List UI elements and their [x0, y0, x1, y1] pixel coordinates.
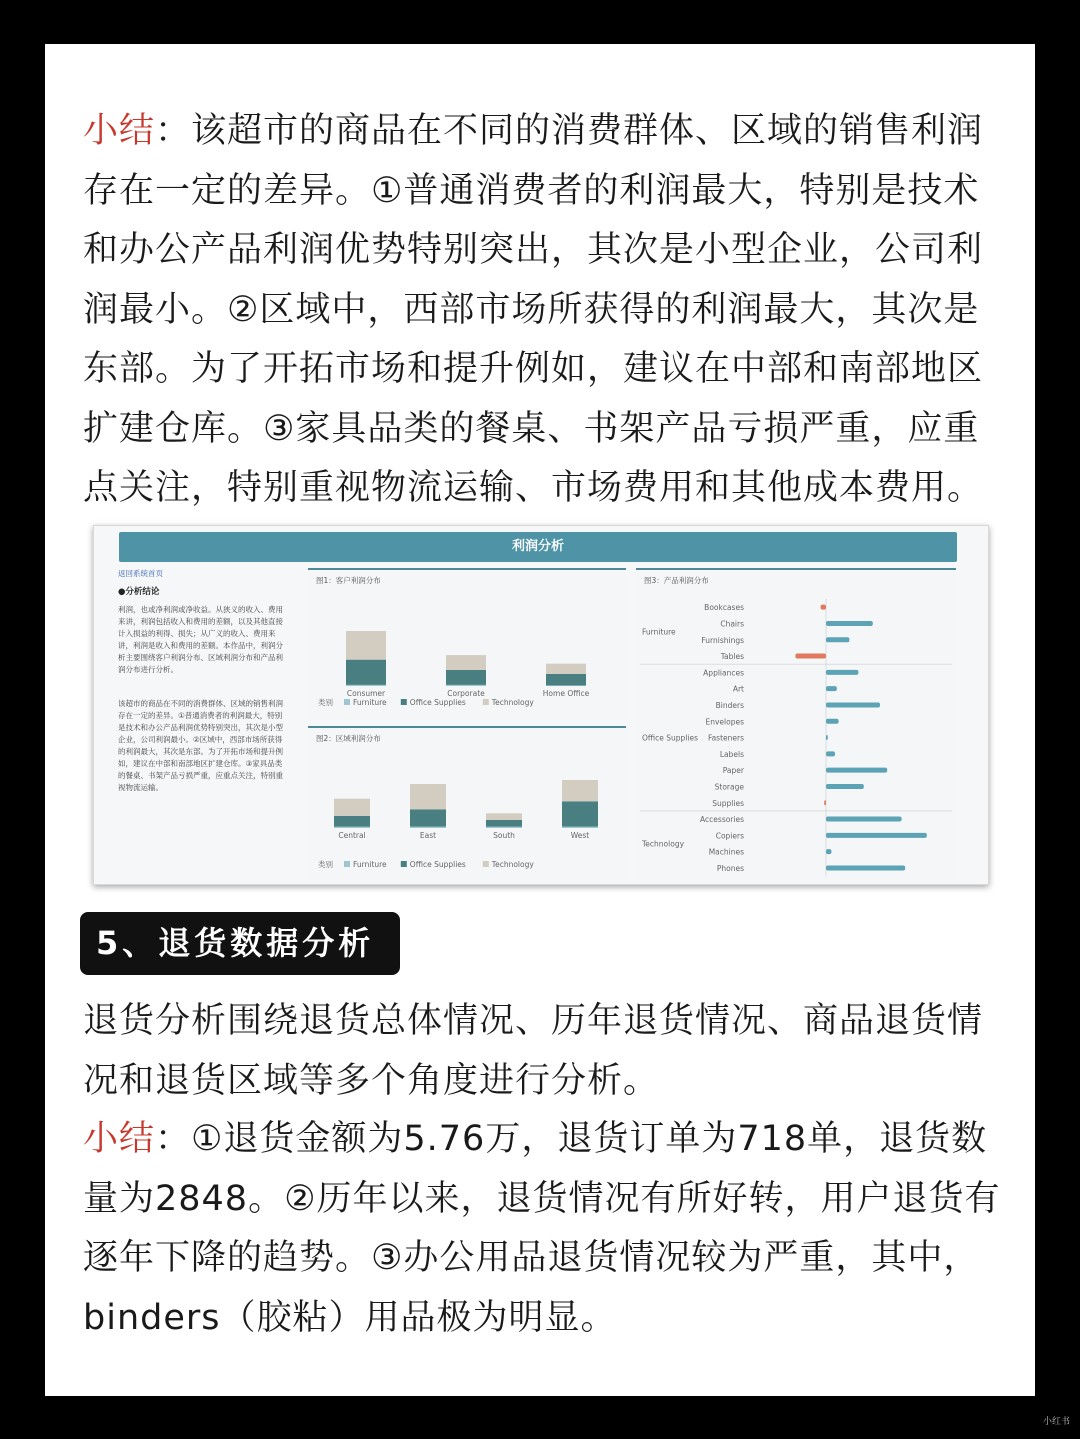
page	[45, 44, 1035, 1396]
bar-east-furniture	[410, 827, 446, 828]
legend-swatch	[483, 861, 489, 867]
bar-bookcases	[821, 605, 826, 610]
legend-title: 类别	[318, 698, 333, 707]
summary-text: ：该超市的商品在不同的消费群体、区域的销售利润存在一定的差异。①普通消费者的利润最大，特别是技术和办公产品利润优势特别突出，其次是小型企业，公司利润最小。②区域中，西部市场所获得的利润最大，其次是东部。为了开拓市场和提升例如，建议在中部和南部地区扩建仓库。③家具品类的餐桌、书架产品亏损严重，应重点关注，特别重视物流运输、市场费用和其他成本费用。	[83, 111, 984, 508]
bar-home-office-furniture	[546, 685, 586, 686]
bar-tables	[795, 654, 826, 659]
analysis-heading: ●分析结论	[118, 587, 160, 597]
bar-corporate-technology	[446, 655, 486, 670]
summary-label: 小结	[83, 111, 156, 151]
y-tick-label: Copiers	[715, 831, 744, 841]
bar-home-office-office-supplies	[546, 674, 586, 685]
chart2-title: 图2：区域利润分布	[316, 734, 381, 743]
bar-fasteners	[826, 735, 828, 740]
group-label: Furniture	[642, 627, 676, 637]
y-tick-label: Chairs	[720, 619, 744, 629]
summary2-text: ：①退货金额为5.76万，退货订单为718单，退货数量为2848。②历年以来，退货情况有所好转，用户退货有逐年下降的趋势。③办公用品退货情况较为严重，其中，binders（胶粘）用品极为明显。	[83, 1119, 1001, 1338]
back-home-link[interactable]: 返回系统首页	[118, 569, 163, 578]
legend-item: Furniture	[353, 698, 387, 707]
bar-binders	[826, 702, 880, 707]
bar-consumer-office-supplies	[346, 660, 386, 685]
x-tick-label: South	[493, 831, 515, 840]
bar-east-technology	[410, 784, 446, 809]
customer-profit-panel	[308, 568, 626, 720]
bar-corporate-furniture	[446, 685, 486, 686]
bar-consumer-technology	[346, 631, 386, 660]
y-tick-label: Bookcases	[704, 603, 744, 613]
product-profit-panel	[636, 568, 956, 880]
x-tick-label: Consumer	[346, 689, 386, 698]
intro-paragraph: 退货分析围绕退货总体情况、历年退货情况、商品退货情况和退货区域等多个角度进行分析。	[83, 1001, 984, 1101]
bar-consumer-furniture	[346, 685, 386, 686]
bar-corporate-office-supplies	[446, 670, 486, 685]
bar-west-technology	[562, 780, 598, 801]
bar-appliances	[826, 670, 858, 675]
x-tick-label: West	[570, 831, 590, 840]
y-tick-label: Furnishings	[701, 635, 744, 645]
legend-item: Furniture	[353, 860, 387, 869]
bar-accessories	[826, 817, 902, 822]
summary2-label: 小结	[83, 1119, 156, 1159]
bar-central-technology	[334, 799, 370, 816]
bar-paper	[826, 768, 887, 773]
group-label: Office Supplies	[642, 733, 699, 743]
region-profit-panel	[308, 726, 626, 880]
legend-item: Technology	[491, 698, 534, 707]
group-label: Technology	[642, 839, 685, 849]
bar-labels	[826, 751, 835, 756]
analysis-description: 利润，也或净利润或净收益。从狭义的收入、费用来讲，利润包括收入和费用的差额，以及其他直接计入损益的利得、损失；从广义的收入、费用来讲，利润是收入和费用的差额。本作品中，利润分析主要围绕客户利润分布、区域利润分布和产品利润分布进行分析。	[118, 605, 283, 674]
bar-south-technology	[486, 813, 522, 820]
customer-profit-chart	[308, 570, 626, 718]
section-title: 5、退货数据分析	[80, 912, 400, 975]
dashboard-screenshot	[93, 525, 989, 885]
bar-south-office-supplies	[486, 820, 522, 827]
x-tick-label: Corporate	[447, 689, 485, 698]
dashboard-title: 利润分析	[119, 532, 957, 562]
legend-item: Office Supplies	[409, 860, 466, 869]
y-tick-label: Fasteners	[707, 733, 744, 743]
summary-paragraph-2	[83, 1110, 1001, 1348]
bar-copiers	[826, 833, 927, 838]
bar-central-furniture	[334, 827, 370, 828]
bar-supplies	[824, 800, 826, 805]
chart1-title: 图1：客户利润分布	[316, 576, 381, 585]
legend-item: Technology	[491, 860, 534, 869]
legend-title: 类别	[318, 860, 333, 869]
y-tick-label: Storage	[714, 782, 744, 792]
y-tick-label: Appliances	[703, 668, 744, 678]
bar-west-furniture	[562, 827, 598, 828]
y-tick-label: Supplies	[712, 798, 744, 808]
x-tick-label: Home Office	[542, 689, 590, 698]
bar-envelopes	[826, 719, 839, 724]
legend-swatch	[401, 861, 407, 867]
watermark: 小红书	[1042, 1417, 1070, 1427]
bar-central-office-supplies	[334, 816, 370, 827]
bar-art	[826, 686, 837, 691]
bar-home-office-technology	[546, 664, 586, 674]
bar-phones	[826, 865, 905, 870]
product-profit-chart	[636, 570, 956, 878]
bar-west-office-supplies	[562, 801, 598, 826]
legend-swatch	[344, 861, 350, 867]
analysis-conclusion: 该超市的商品在不同的消费群体、区域的销售利润存在一定的差异。①普通消费者的利润最大，特别是技术和办公产品利润优势特别突出，其次是小型企业，公司利润最小。②区域中，西部市场所获得的利润最大，其次是东部。为了开拓市场和提升例如，建议在中部和南部地区扩建仓库。③家具品类的餐桌、书架产品亏损严重，应重点关注，特别重视物流运输。	[118, 699, 283, 792]
y-tick-label: Machines	[708, 847, 744, 857]
y-tick-label: Phones	[716, 863, 744, 873]
bar-furnishings	[826, 637, 849, 642]
y-tick-label: Binders	[715, 700, 744, 710]
y-tick-label: Tables	[720, 652, 744, 662]
legend-swatch	[401, 699, 407, 705]
bar-south-furniture	[486, 827, 522, 828]
analysis-sidebar	[118, 568, 288, 878]
y-tick-label: Paper	[722, 766, 744, 776]
chart3-title: 图3：产品利润分布	[644, 576, 709, 585]
bar-machines	[826, 849, 831, 854]
legend-item: Office Supplies	[409, 698, 466, 707]
y-tick-label: Labels	[719, 749, 744, 759]
legend-swatch	[483, 699, 489, 705]
region-profit-chart	[308, 728, 626, 878]
y-tick-label: Art	[732, 684, 744, 694]
y-tick-label: Accessories	[700, 815, 744, 825]
x-tick-label: Central	[338, 831, 366, 840]
legend-swatch	[344, 699, 350, 705]
summary-paragraph-1	[83, 102, 1001, 519]
x-tick-label: East	[419, 831, 437, 840]
bar-east-office-supplies	[410, 809, 446, 826]
bar-storage	[826, 784, 864, 789]
bar-chairs	[826, 621, 873, 626]
y-tick-label: Envelopes	[705, 717, 744, 727]
